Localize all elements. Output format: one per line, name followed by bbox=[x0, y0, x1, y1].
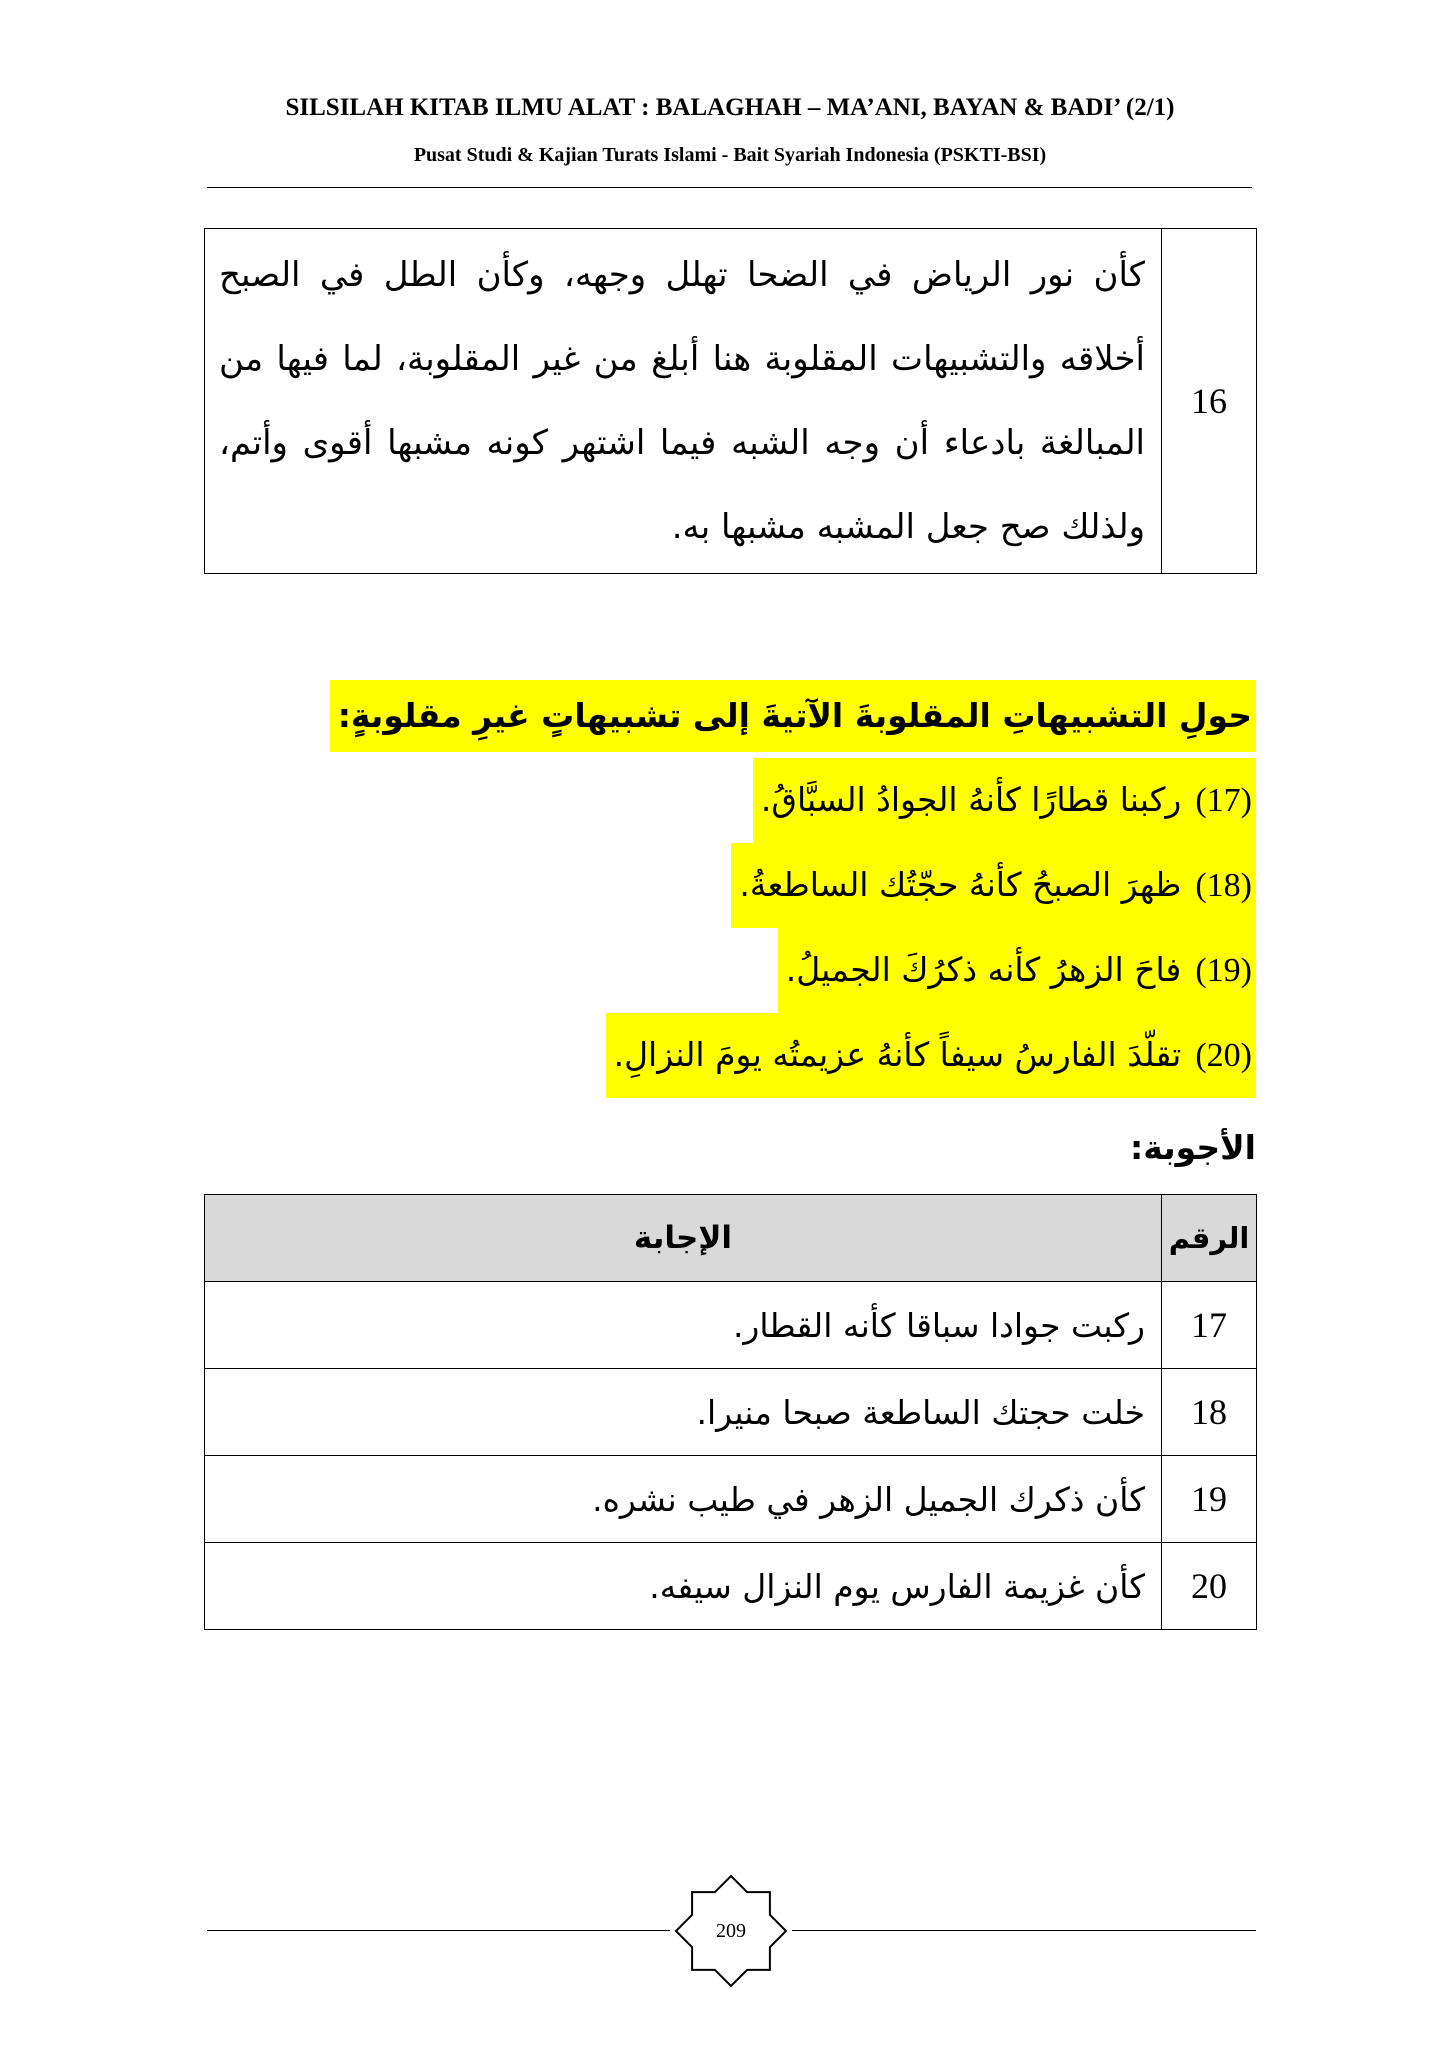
row-number: 20 bbox=[1162, 1543, 1257, 1630]
page-content bbox=[204, 228, 1256, 1630]
page-number-badge bbox=[672, 1872, 790, 1990]
exercise-item-number: (17) bbox=[1195, 782, 1252, 819]
table-row bbox=[205, 229, 1257, 574]
exercise-item-number: (18) bbox=[1195, 867, 1252, 904]
exercise-item bbox=[204, 1013, 1256, 1098]
column-header-number: الرقم bbox=[1162, 1195, 1257, 1282]
page-number: 209 bbox=[716, 1920, 746, 1942]
row-number: 18 bbox=[1162, 1369, 1257, 1456]
column-header-answer: الإجابة bbox=[205, 1195, 1162, 1282]
answers-header-row bbox=[205, 1195, 1257, 1282]
table-row bbox=[205, 1543, 1257, 1630]
exercise-item-highlight bbox=[753, 758, 1256, 843]
exercise-item-text: فاحَ الزهرُ كأنه ذكرُكَ الجميلُ. bbox=[785, 950, 1182, 989]
header-divider bbox=[207, 187, 1252, 188]
row-number: 19 bbox=[1162, 1456, 1257, 1543]
answer-text: خلت حجتك الساطعة صبحا منيرا. bbox=[205, 1369, 1162, 1456]
exercise-item-highlight bbox=[778, 928, 1256, 1013]
footer-divider-right bbox=[792, 1930, 1256, 1931]
table-row bbox=[205, 1369, 1257, 1456]
exercise-item-number: (19) bbox=[1195, 952, 1252, 989]
answers-table bbox=[204, 1194, 1257, 1630]
explanation-table bbox=[204, 228, 1257, 574]
exercise-item-text: ركبنا قطارًا كأنهُ الجوادُ السبَّاقُ. bbox=[760, 780, 1182, 819]
explanation-text: كأن نور الرياض في الضحا تهلل وجهه، وكأن الطل في الصبح أخلاقه والتشبيهات المقلوبة هنا أبلغ من غير المقلوبة، لما فيها من المبالغة بادعاء أن وجه الشبه فيما اشتهر كونه مشبها أقوى وأتم، ولذلك صح جعل المشبه مشبها به. bbox=[205, 229, 1162, 574]
answer-text: كأن ذكرك الجميل الزهر في طيب نشره. bbox=[205, 1456, 1162, 1543]
row-number: 16 bbox=[1162, 229, 1257, 574]
table-row bbox=[205, 1456, 1257, 1543]
exercise-item bbox=[204, 843, 1256, 928]
table-row bbox=[205, 1282, 1257, 1369]
exercise-section bbox=[204, 680, 1256, 1098]
answer-text: كأن غزيمة الفارس يوم النزال سيفه. bbox=[205, 1543, 1162, 1630]
exercise-instruction: حولِ التشبيهاتِ المقلوبةَ الآتيةَ إلى تشبيهاتٍ غيرِ مقلوبةٍ: bbox=[330, 680, 1256, 752]
answers-heading: الأجوبة: bbox=[1130, 1128, 1256, 1167]
exercise-item-text: تقلّدَ الفارسُ سيفاً كأنهُ عزيمتُه يومَ النزالِ. bbox=[613, 1035, 1182, 1074]
page-subtitle: Pusat Studi & Kajian Turats Islami - Bait Syariah Indonesia (PSKTI-BSI) bbox=[413, 144, 1047, 166]
row-number: 17 bbox=[1162, 1282, 1257, 1369]
exercise-item-highlight bbox=[606, 1013, 1256, 1098]
answer-text: ركبت جوادا سباقا كأنه القطار. bbox=[205, 1282, 1162, 1369]
exercise-item bbox=[204, 928, 1256, 1013]
exercise-item-number: (20) bbox=[1195, 1037, 1252, 1074]
footer-divider-left bbox=[207, 1930, 670, 1931]
exercise-item bbox=[204, 758, 1256, 843]
exercise-item-text: ظهرَ الصبحُ كأنهُ حجّتُك الساطعةُ. bbox=[739, 865, 1182, 904]
exercise-heading-line bbox=[204, 680, 1256, 752]
page-title: SILSILAH KITAB ILMU ALAT : BALAGHAH – MA’ANI, BAYAN & BADI’ (2/1) bbox=[285, 94, 1175, 121]
exercise-item-highlight bbox=[731, 843, 1256, 928]
